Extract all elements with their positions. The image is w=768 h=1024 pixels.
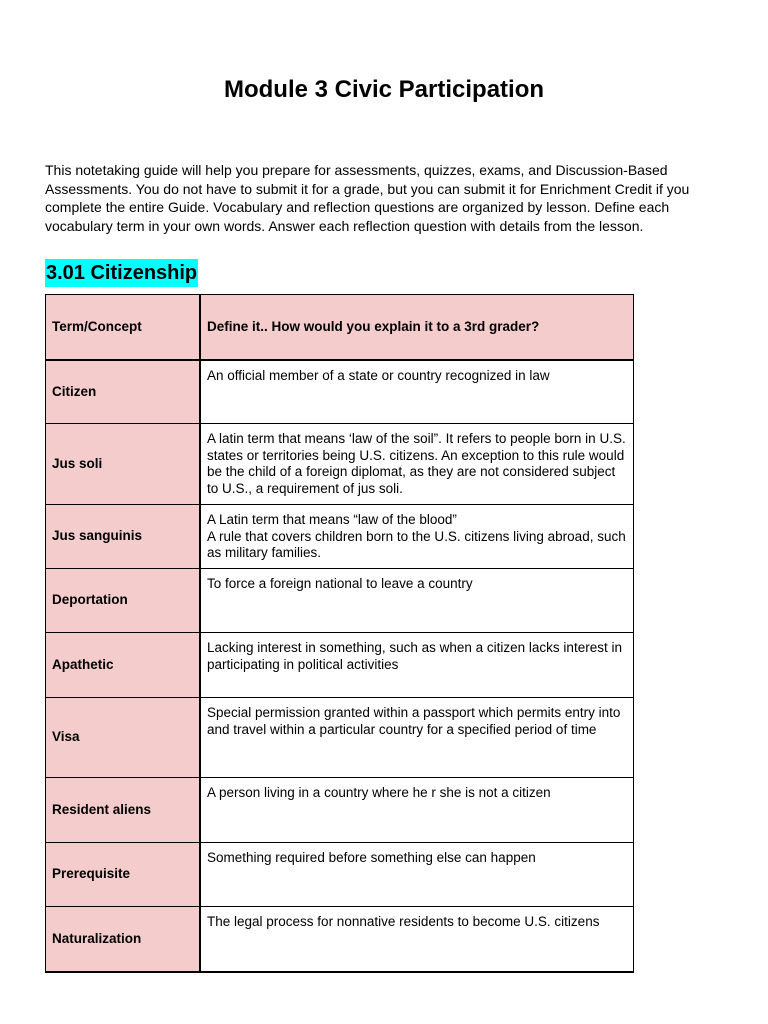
row-term: Jus sanguinis [46, 505, 201, 569]
definition-line: A Latin term that means “law of the blood” [207, 512, 457, 527]
table-row [46, 778, 634, 843]
row-term: Visa [46, 698, 201, 778]
table-header-row [46, 295, 634, 360]
row-definition: Lacking interest in something, such as when a citizen lacks interest in participating in political activities [200, 633, 634, 698]
row-definition: To force a foreign national to leave a country [200, 569, 634, 633]
vocabulary-table [45, 294, 634, 973]
page-title: Module 3 Civic Participation [223, 76, 545, 103]
row-definition: Special permission granted within a passport which permits entry into and travel within a particular country for a specified period of time [200, 698, 634, 778]
header-term: Term/Concept [46, 295, 201, 360]
section-heading: 3.01 Citizenship [45, 259, 198, 287]
table-row [46, 569, 634, 633]
row-term: Naturalization [46, 907, 201, 972]
row-definition [200, 505, 634, 569]
table-row [46, 505, 634, 569]
row-term: Deportation [46, 569, 201, 633]
table-row [46, 424, 634, 505]
header-definition: Define it.. How would you explain it to a 3rd grader? [200, 295, 634, 360]
row-term: Resident aliens [46, 778, 201, 843]
row-definition: Something required before something else can happen [200, 843, 634, 907]
table-row [46, 843, 634, 907]
table-row [46, 633, 634, 698]
row-term: Citizen [46, 360, 201, 424]
row-term: Apathetic [46, 633, 201, 698]
definition-line: A rule that covers children born to the U.S. citizens living abroad, such as military families. [207, 528, 626, 560]
row-definition: A person living in a country where he r she is not a citizen [200, 778, 634, 843]
table-row [46, 360, 634, 424]
intro-paragraph: This notetaking guide will help you prepare for assessments, quizzes, exams, and Discussion-Based Assessments. You do not have to submit it for a grade, but you can submit it for Enrichment Credit if you complete the entire Guide. Vocabulary and reflection questions are organized by lesson. Define each vocabulary term in your own words. Answer each reflection question with details from the lesson. [45, 162, 690, 234]
row-term: Jus soli [46, 424, 201, 505]
row-definition: The legal process for nonnative residents to become U.S. citizens [200, 907, 634, 972]
table-row [46, 698, 634, 778]
row-definition: A latin term that means ‘law of the soil”. It refers to people born in U.S. states or territories being U.S. citizens. An exception to this rule would be the child of a foreign diplomat, as they are not considered subject to U.S., a requirement of jus soli. [200, 424, 634, 505]
row-definition: An official member of a state or country recognized in law [200, 360, 634, 424]
table-row [46, 907, 634, 972]
row-term: Prerequisite [46, 843, 201, 907]
